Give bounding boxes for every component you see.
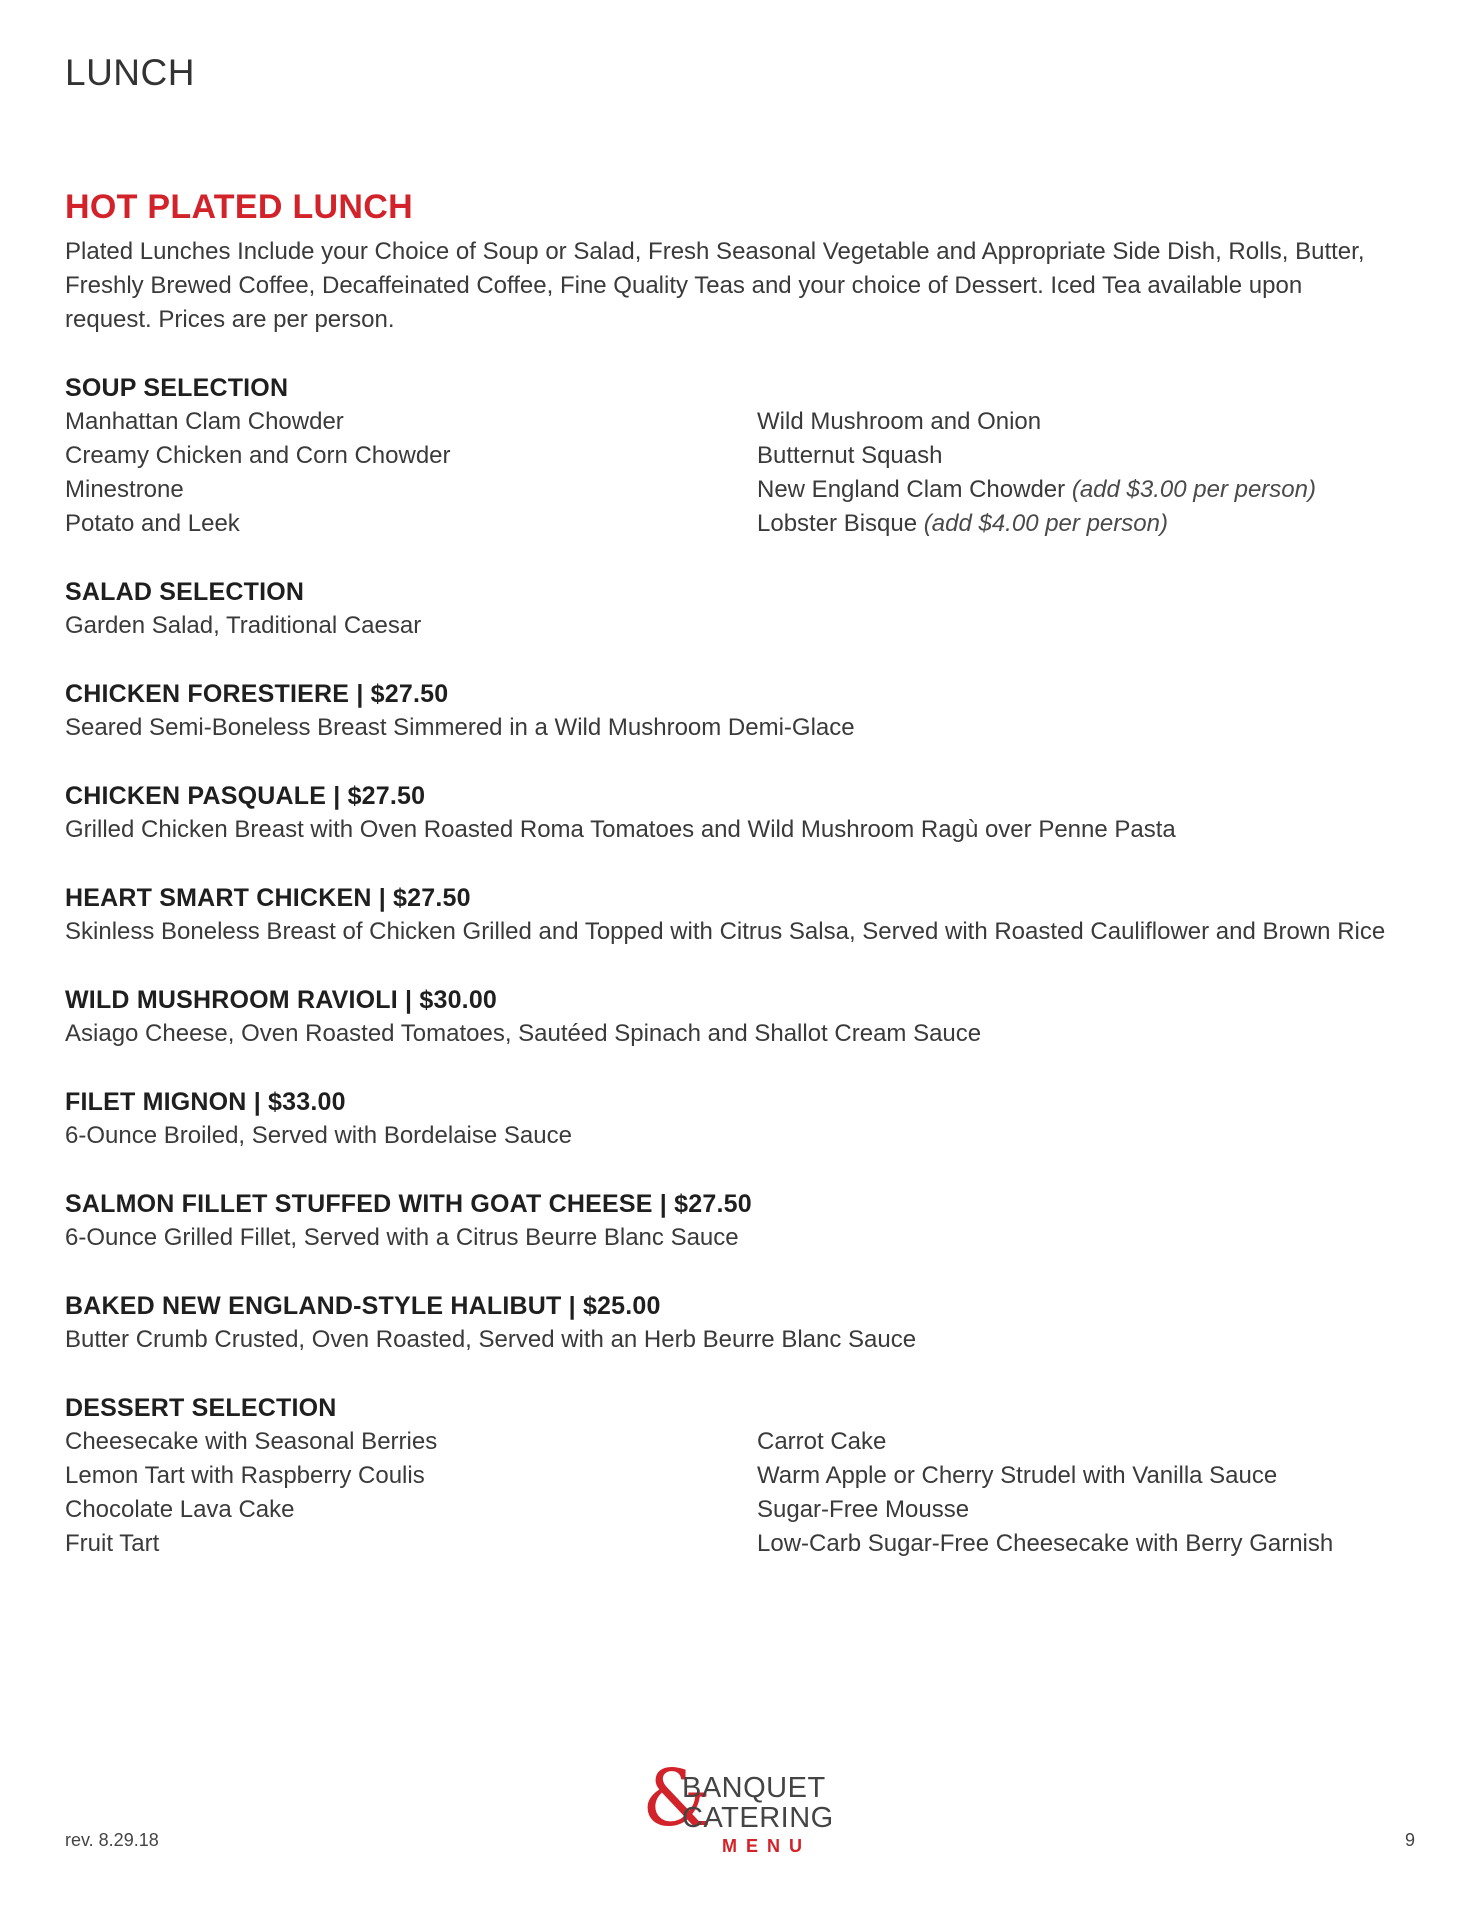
logo-text-catering: CATERING	[682, 1802, 834, 1834]
main-content	[65, 188, 1405, 1561]
list-item: Creamy Chicken and Corn Chowder	[65, 442, 451, 469]
dessert-right-list	[757, 1425, 1397, 1561]
intro-paragraph: Plated Lunches Include your Choice of Soup or Salad, Fresh Seasonal Vegetable and Appropriate Side Dish, Rolls, Butter, Freshly Brewed Coffee, Decaffeinated Coffee, Fine Quality Teas and your choice of Dessert. Iced Tea available upon request. Prices are per person.	[65, 238, 1365, 333]
list-item: Carrot Cake	[757, 1428, 887, 1455]
list-item: Manhattan Clam Chowder	[65, 408, 344, 435]
list-item: Potato and Leek	[65, 510, 240, 537]
salad-desc: Garden Salad, Traditional Caesar	[65, 612, 422, 639]
list-item: Lemon Tart with Raspberry Coulis	[65, 1462, 425, 1489]
list-item: Wild Mushroom and Onion	[757, 408, 1042, 435]
list-item: Chocolate Lava Cake	[65, 1496, 295, 1523]
dessert-left-list	[65, 1425, 757, 1561]
list-item: New England Clam Chowder (add $3.00 per person)	[757, 476, 1316, 503]
entree-title: FILET MIGNON | $33.00	[65, 1088, 346, 1116]
entree-title: HEART SMART CHICKEN | $27.50	[65, 884, 471, 912]
section-heading: HOT PLATED LUNCH	[65, 188, 413, 226]
revision-date: rev. 8.29.18	[65, 1830, 159, 1850]
entree-filet-mignon	[65, 1085, 1405, 1153]
list-item: Butternut Squash	[757, 442, 943, 469]
entree-wild-mushroom-ravioli	[65, 983, 1405, 1051]
salad-section	[65, 575, 1405, 643]
entree-title: SALMON FILLET STUFFED WITH GOAT CHEESE | $27.50	[65, 1190, 752, 1218]
entree-halibut	[65, 1289, 1405, 1357]
list-item: Lobster Bisque (add $4.00 per person)	[757, 510, 1168, 537]
logo-text-banquet: BANQUET	[682, 1772, 826, 1804]
list-item: Sugar-Free Mousse	[757, 1496, 970, 1523]
soup-left-list	[65, 405, 757, 541]
list-item: Minestrone	[65, 476, 184, 503]
soup-section	[65, 371, 1405, 541]
dessert-title: DESSERT SELECTION	[65, 1394, 337, 1422]
page-title: LUNCH	[65, 52, 195, 93]
price-note: (add $4.00 per person)	[923, 510, 1168, 537]
entree-title: CHICKEN PASQUALE | $27.50	[65, 782, 426, 810]
list-item: Warm Apple or Cherry Strudel with Vanilla Sauce	[757, 1462, 1278, 1489]
entree-desc: 6-Ounce Broiled, Served with Bordelaise Sauce	[65, 1122, 572, 1149]
entree-desc: Grilled Chicken Breast with Oven Roasted Roma Tomatoes and Wild Mushroom Ragù over Penne Pasta	[65, 816, 1176, 843]
list-item: Fruit Tart	[65, 1530, 160, 1557]
entree-desc: Skinless Boneless Breast of Chicken Grilled and Topped with Citrus Salsa, Served with Roasted Cauliflower and Brown Rice	[65, 918, 1386, 945]
entree-title: BAKED NEW ENGLAND-STYLE HALIBUT | $25.00	[65, 1292, 661, 1320]
entree-title: CHICKEN FORESTIERE | $27.50	[65, 680, 449, 708]
entree-desc: 6-Ounce Grilled Fillet, Served with a Citrus Beurre Blanc Sauce	[65, 1224, 739, 1251]
banquet-catering-logo	[642, 1754, 852, 1862]
entree-heart-smart-chicken	[65, 881, 1405, 949]
list-item: Low-Carb Sugar-Free Cheesecake with Berry Garnish	[757, 1530, 1334, 1557]
dessert-section	[65, 1391, 1405, 1561]
page-number: 9	[1405, 1830, 1416, 1850]
price-note: (add $3.00 per person)	[1071, 476, 1316, 503]
entree-title: WILD MUSHROOM RAVIOLI | $30.00	[65, 986, 498, 1014]
soup-title: SOUP SELECTION	[65, 374, 289, 402]
entree-desc: Asiago Cheese, Oven Roasted Tomatoes, Sautéed Spinach and Shallot Cream Sauce	[65, 1020, 982, 1047]
entree-desc: Butter Crumb Crusted, Oven Roasted, Served with an Herb Beurre Blanc Sauce	[65, 1326, 917, 1353]
ampersand-logo-mark: &	[642, 1754, 712, 1844]
soup-right-list	[757, 405, 1397, 541]
entree-salmon-fillet	[65, 1187, 1405, 1255]
salad-title: SALAD SELECTION	[65, 578, 305, 606]
entree-desc: Seared Semi-Boneless Breast Simmered in a Wild Mushroom Demi-Glace	[65, 714, 855, 741]
entree-chicken-forestiere	[65, 677, 1405, 745]
entree-chicken-pasquale	[65, 779, 1405, 847]
logo-text-menu: MENU	[722, 1836, 811, 1856]
list-item: Cheesecake with Seasonal Berries	[65, 1428, 438, 1455]
